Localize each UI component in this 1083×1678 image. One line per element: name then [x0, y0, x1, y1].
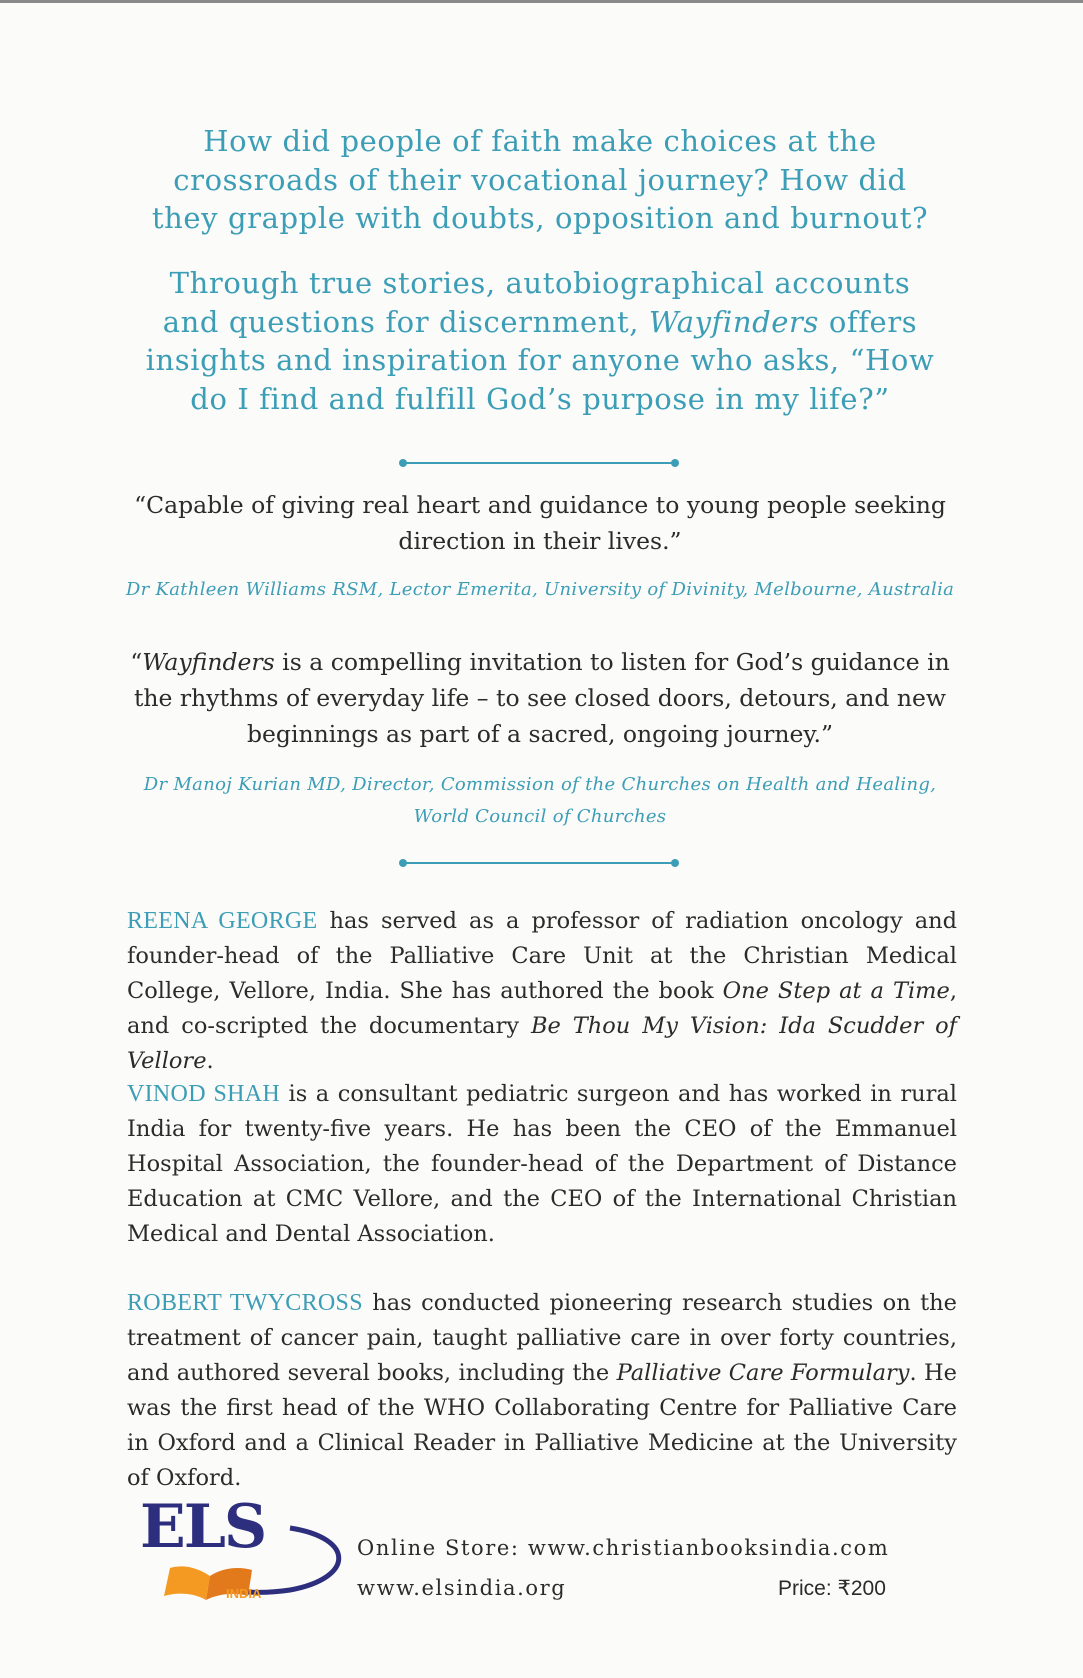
endorsement-quote-2	[130, 644, 950, 752]
blurb-paragraph-1: How did people of faith make choices at the crossroads of their vocational journey? How did they grapple with doubts, opposition and burnout?	[151, 124, 929, 235]
author-name: VINOD SHAH	[127, 1081, 281, 1107]
quote-open: “	[130, 648, 143, 676]
quote-text: is a compelling invitation to listen for God’s guidance in the rhythms of everyday life – to see closed doors, detours, and new beginnings as part of a sacred, ongoing journey.”	[133, 648, 950, 748]
bio-text: is a consultant pediatric surgeon and has worked in rural India for twenty-five years. He has been the CEO of the Emmanuel Hospital Association, the founder-head of the Department of Distance Education at CMC Vellore, and the CEO of the International Christian Medical and Dental Association.	[127, 1081, 957, 1247]
book-title: Be Thou My Vision: Ida Scudder of Vellore	[127, 1013, 958, 1074]
ornament-divider	[403, 862, 675, 864]
author-name: ROBERT TWYCROSS	[127, 1290, 363, 1316]
book-title: Wayfinders	[648, 304, 820, 339]
blurb-text-a: Through true stories, autobiographical accounts and questions for discernment,	[162, 266, 911, 339]
bio-text: has conducted pioneering research studies on the treatment of cancer pain, taught palliative care in over forty countries, and authored several books, including the	[127, 1290, 957, 1386]
bio-text: , and co-scripted the documentary	[127, 978, 957, 1039]
online-store-url: Online Store: www.christianbooksindia.com	[357, 1536, 890, 1560]
top-border	[0, 0, 1083, 3]
book-title: One Step at a Time	[722, 978, 950, 1004]
ornament-divider	[403, 462, 675, 464]
author-name: REENA GEORGE	[127, 908, 318, 934]
attribution-line-2: World Council of Churches	[413, 806, 667, 827]
author-bio-vinod-shah	[127, 1077, 957, 1252]
quote-book-title: Wayfinders	[142, 648, 275, 676]
endorsement-quote-1: “Capable of giving real heart and guidance to young people seeking direction in their lives.”	[134, 491, 946, 555]
author-bio-robert-twycross	[127, 1286, 957, 1496]
bio-text: . He was the first head of the WHO Collaborating Centre for Palliative Care in Oxford and a Clinical Reader in Palliative Medicine at the University of Oxford.	[127, 1360, 957, 1491]
endorsement-attribution-1: Dr Kathleen Williams RSM, Lector Emerita, University of Divinity, Melbourne, Australia	[125, 579, 955, 600]
blurb-text-b: offers insights and inspiration for anyone who asks, “How do I find and fulfill God’s purpose in my life?”	[145, 304, 935, 416]
logo-subtext: INDIA	[226, 1586, 262, 1601]
attribution-line-1: Dr Manoj Kurian MD, Director, Commission of the Churches on Health and Healing,	[143, 774, 937, 795]
author-bio-reena-george	[127, 904, 957, 1079]
price-label: Price: ₹200	[778, 1577, 886, 1600]
endorsement-attribution-2	[120, 769, 960, 833]
bio-text: has served as a professor of radiation oncology and founder-head of the Palliative Care Unit at the Christian Medical College, Vellore, India. She has authored the book	[127, 908, 957, 1004]
blurb-paragraph-2	[140, 264, 940, 418]
publisher-website: www.elsindia.org	[357, 1576, 567, 1600]
bio-text: .	[206, 1048, 214, 1074]
els-logo	[140, 1492, 360, 1606]
logo-wordmark: ELS	[140, 1492, 266, 1562]
book-title: Palliative Care Formulary	[616, 1360, 910, 1386]
